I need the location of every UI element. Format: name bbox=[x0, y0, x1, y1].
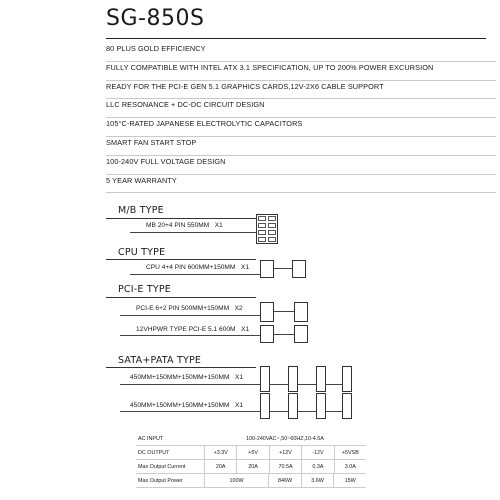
cable-qty: X1 bbox=[214, 222, 223, 229]
table-cell: -12V bbox=[301, 446, 333, 459]
table-cell: 20A bbox=[204, 460, 236, 473]
feature-item: 80 PLUS GOLD EFFICIENCY bbox=[106, 43, 496, 62]
sata-connector-icon bbox=[288, 366, 298, 392]
table-cell: +12V bbox=[269, 446, 301, 459]
cable-wire bbox=[120, 335, 260, 336]
cable-label bbox=[130, 374, 243, 381]
table-cell: +5V bbox=[236, 446, 268, 459]
cable-name: PCI-E 6+2 PIN 500MM+150MM bbox=[136, 305, 230, 312]
feature-item: FULLY COMPATIBLE WITH INTEL ATX 3.1 SPECIFICATION, UP TO 200% POWER EXCURSION bbox=[106, 62, 496, 81]
cable-label bbox=[146, 264, 249, 271]
section-title-cpu: CPU TYPE bbox=[118, 247, 166, 258]
cpu-connector-icon bbox=[260, 260, 274, 278]
table-cell: 846W bbox=[268, 474, 301, 487]
mb-24pin-connector-icon bbox=[256, 214, 278, 244]
feature-item: LLC RESONANCE + DC-DC CIRCUIT DESIGN bbox=[106, 99, 496, 118]
molex-connector-icon bbox=[342, 393, 352, 419]
cable-wire bbox=[130, 274, 260, 275]
section-divider bbox=[106, 367, 256, 368]
sata-connector-icon bbox=[316, 393, 326, 419]
pcie-connector-icon bbox=[260, 302, 274, 322]
cable-name: MB 20+4 PIN 550MM bbox=[146, 222, 210, 229]
feature-item: READY FOR THE PCI-E GEN 5.1 GRAPHICS CARDS,12V-2X6 CABLE SUPPORT bbox=[106, 81, 496, 100]
cable-label bbox=[136, 326, 249, 333]
cable-name: 450MM+150MM+150MM+150MM bbox=[130, 374, 230, 381]
section-title-mb: M/B TYPE bbox=[118, 205, 164, 216]
feature-item: SMART FAN START STOP bbox=[106, 137, 496, 156]
table-row bbox=[136, 446, 366, 460]
table-cell: 3.0A bbox=[334, 460, 366, 473]
feature-item: 5 YEAR WARRANTY bbox=[106, 175, 496, 194]
12vhpwr-connector-icon bbox=[294, 325, 308, 343]
cable-qty: X1 bbox=[241, 326, 250, 333]
feature-list bbox=[106, 43, 496, 193]
cable-wire bbox=[274, 268, 292, 269]
table-cell: 3.6W bbox=[301, 474, 334, 487]
sata-connector-icon bbox=[260, 393, 270, 419]
sata-connector-icon bbox=[316, 366, 326, 392]
pcie-connector-icon bbox=[294, 302, 308, 322]
sata-connector-icon bbox=[260, 366, 270, 392]
section-divider bbox=[106, 259, 256, 260]
12vhpwr-connector-icon bbox=[260, 325, 274, 343]
table-cell: 100W bbox=[204, 474, 268, 487]
spec-table bbox=[136, 432, 366, 488]
cable-label bbox=[136, 305, 243, 312]
row-label: Max Output Current bbox=[138, 463, 186, 470]
sata-connector-icon bbox=[288, 393, 298, 419]
cpu-connector-icon bbox=[292, 260, 306, 278]
cable-qty: X1 bbox=[235, 402, 244, 409]
section-title-pcie: PCI-E TYPE bbox=[118, 284, 171, 295]
table-cell: 20A bbox=[236, 460, 268, 473]
table-row bbox=[136, 460, 366, 474]
table-cell: 70.5A bbox=[269, 460, 301, 473]
title-divider bbox=[106, 38, 486, 39]
feature-item: 100-240V FULL VOLTAGE DESIGN bbox=[106, 156, 496, 175]
row-label: AC INPUT bbox=[138, 435, 164, 442]
cable-qty: X1 bbox=[235, 374, 244, 381]
cable-qty: X2 bbox=[234, 305, 243, 312]
feature-item: 105°C-RATED JAPANESE ELECTROLYTIC CAPACITORS bbox=[106, 118, 496, 137]
table-row bbox=[136, 474, 366, 488]
cable-wire bbox=[274, 311, 294, 312]
cable-name: 12VHPWR TYPE PCI-E 5.1 600M bbox=[136, 326, 236, 333]
table-cell: +3.3V bbox=[204, 446, 236, 459]
table-cell: +5VSB bbox=[334, 446, 366, 459]
section-title-sata: SATA+PATA TYPE bbox=[118, 355, 202, 366]
cable-wire bbox=[130, 232, 256, 233]
model-title: SG-850S bbox=[106, 6, 205, 31]
molex-connector-icon bbox=[342, 366, 352, 392]
cable-wire bbox=[120, 315, 260, 316]
cable-name: CPU 4+4 PIN 600MM+150MM bbox=[146, 264, 236, 271]
cable-qty: X1 bbox=[240, 264, 249, 271]
cable-label bbox=[146, 222, 223, 229]
cable-label bbox=[130, 402, 243, 409]
table-cell: 15W bbox=[333, 474, 366, 487]
section-divider bbox=[106, 218, 256, 219]
table-cell: 0.3A bbox=[301, 460, 333, 473]
row-label: DC OUTPUT bbox=[138, 449, 170, 456]
ac-input-value: 100-240VAC~,50~60HZ,10-4.5A bbox=[246, 435, 324, 442]
section-divider bbox=[106, 297, 256, 298]
cable-name: 450MM+150MM+150MM+150MM bbox=[130, 402, 230, 409]
row-label: Max Output Power bbox=[138, 477, 183, 484]
table-row bbox=[136, 432, 366, 446]
cable-wire bbox=[274, 334, 294, 335]
